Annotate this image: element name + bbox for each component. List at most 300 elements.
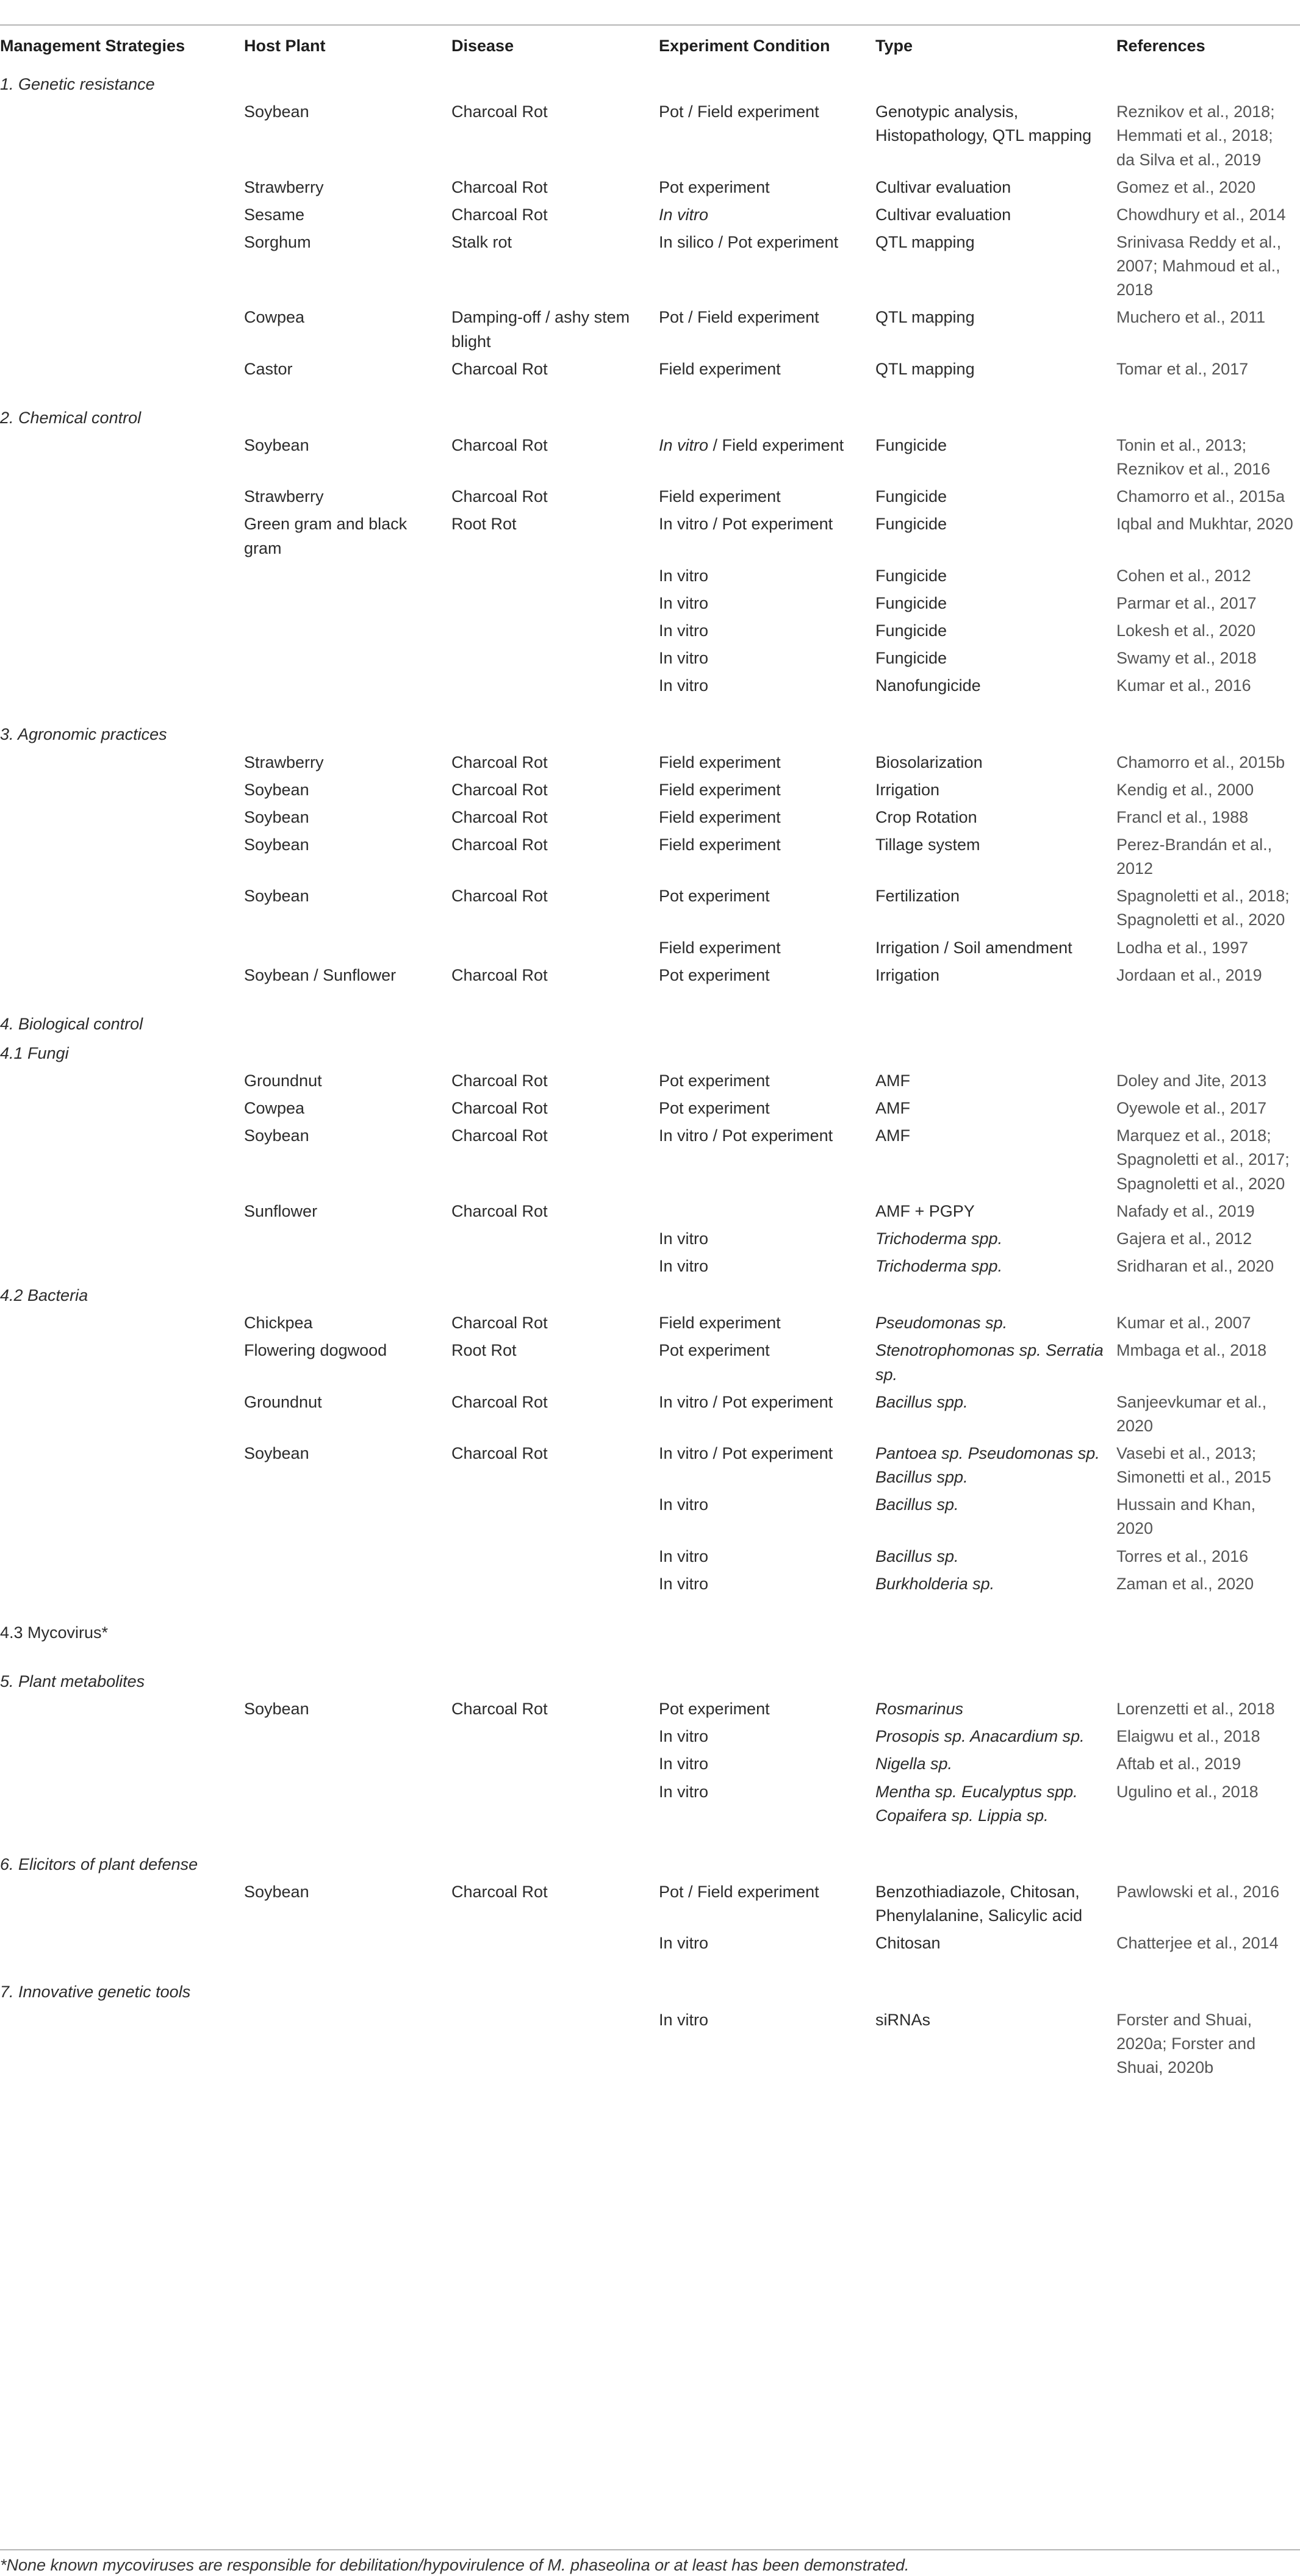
strategy-cell [0, 98, 244, 173]
strategy-cell [0, 1695, 244, 1723]
strategy-cell [0, 201, 244, 229]
type-cell: Pantoea sp. Pseudomonas sp. Bacillus spp. [875, 1444, 1100, 1487]
section-label: 4.1 Fungi [0, 1043, 69, 1062]
table-row [0, 1491, 1300, 1542]
disease-cell: Stalk rot [451, 232, 512, 251]
host-cell: Soybean [244, 835, 309, 854]
cond-cell: In vitro [659, 2010, 709, 2029]
empty-cell [875, 1957, 1116, 2006]
table-row [0, 672, 1300, 699]
type-cell: Trichoderma spp. [875, 1257, 1003, 1276]
disease-cell: Charcoal Rot [451, 1314, 548, 1333]
cond-cell: In vitro [659, 1547, 709, 1565]
cond-cell: In vitro / Pot experiment [659, 515, 833, 534]
empty-cell [875, 989, 1116, 1038]
cond-cell: Pot experiment [659, 1700, 770, 1719]
host-cell [244, 1750, 451, 1778]
cond-cell [659, 1198, 875, 1225]
table-row [0, 1198, 1300, 1225]
type-cell: AMF + PGPY [875, 1201, 975, 1220]
empty-cell [244, 1830, 451, 1878]
table-row [0, 229, 1300, 304]
refs-cell: Doley and Jite, 2013 [1116, 1072, 1267, 1090]
refs-cell: Marquez et al., 2018; Spagnoletti et al., 2017; Spagnoletti et al., 2020 [1116, 1126, 1290, 1193]
table-row [0, 1309, 1300, 1337]
cond-cell: Pot experiment [659, 1099, 770, 1118]
cond-cell: In silico / Pot experiment [659, 232, 839, 251]
table-row [0, 1723, 1300, 1750]
refs-cell: Gomez et al., 2020 [1116, 177, 1256, 196]
empty-cell [659, 383, 875, 432]
strategy-cell [0, 1198, 244, 1225]
refs-cell: Lokesh et al., 2020 [1116, 621, 1256, 640]
disease-cell [451, 1225, 659, 1253]
table-row [0, 1543, 1300, 1570]
strategy-cell [0, 432, 244, 483]
strategy-cell [0, 562, 244, 590]
refs-cell: Parmar et al., 2017 [1116, 593, 1257, 612]
disease-cell: Charcoal Rot [451, 1099, 548, 1118]
col-header-strategies: Management Strategies [0, 37, 185, 55]
table-row [0, 174, 1300, 201]
refs-cell: Sanjeevkumar et al., 2020 [1116, 1392, 1267, 1435]
cond-cell: In vitro [659, 1727, 709, 1746]
host-cell: Soybean [244, 807, 309, 826]
refs-cell: Jordaan et al., 2019 [1116, 965, 1262, 984]
table-row [0, 882, 1300, 934]
empty-cell [875, 1647, 1116, 1695]
strategy-cell [0, 1095, 244, 1122]
refs-cell: Forster and Shuai, 2020a; Forster and Shuai, 2020b [1116, 2010, 1256, 2077]
table-row [0, 1122, 1300, 1197]
host-cell [244, 672, 451, 699]
disease-cell: Charcoal Rot [451, 177, 548, 196]
refs-cell: Gajera et al., 2012 [1116, 1229, 1252, 1248]
refs-cell: Torres et al., 2016 [1116, 1547, 1249, 1565]
empty-cell [1116, 1830, 1300, 1878]
refs-cell: Mmbaga et al., 2018 [1116, 1341, 1267, 1360]
table-row [0, 1095, 1300, 1122]
col-header-host: Host Plant [244, 37, 326, 55]
type-cell: Mentha sp. Eucalyptus spp. Copaifera sp. Lippia sp. [875, 1782, 1078, 1825]
disease-cell [451, 645, 659, 672]
disease-cell: Charcoal Rot [451, 205, 548, 224]
empty-cell [244, 1038, 451, 1067]
refs-cell: Chatterjee et al., 2014 [1116, 1934, 1279, 1953]
cond-cell: Pot / Field experiment [659, 308, 819, 327]
type-cell: Fungicide [875, 649, 947, 668]
host-cell: Soybean [244, 780, 309, 799]
empty-cell [1116, 699, 1300, 748]
empty-cell [659, 1957, 875, 2006]
strategy-cell [0, 804, 244, 831]
refs-cell: Chowdhury et al., 2014 [1116, 205, 1286, 224]
empty-cell [659, 1280, 875, 1309]
table-row [0, 776, 1300, 804]
strategy-cell [0, 672, 244, 699]
type-cell: Cultivar evaluation [875, 205, 1011, 224]
refs-cell: Elaigwu et al., 2018 [1116, 1727, 1260, 1746]
type-cell: Tillage system [875, 835, 980, 854]
col-header-type: Type [875, 37, 913, 55]
section-label: 2. Chemical control [0, 408, 142, 427]
section-row [0, 1038, 1300, 1067]
refs-cell: Lodha et al., 1997 [1116, 938, 1249, 957]
strategy-cell [0, 510, 244, 562]
empty-cell [244, 64, 451, 98]
table-row [0, 2006, 1300, 2081]
empty-cell [1116, 1038, 1300, 1067]
section-label: 3. Agronomic practices [0, 725, 167, 744]
type-cell: Fertilization [875, 887, 960, 906]
empty-cell [244, 699, 451, 748]
refs-cell: Spagnoletti et al., 2018; Spagnoletti et al., 2020 [1116, 887, 1290, 929]
table-row [0, 1337, 1300, 1388]
host-cell [244, 1253, 451, 1280]
type-cell: Chitosan [875, 1934, 941, 1953]
empty-cell [244, 1280, 451, 1309]
section-row [0, 383, 1300, 432]
disease-cell: Damping-off / ashy stem blight [451, 308, 630, 351]
strategy-cell [0, 962, 244, 989]
empty-cell [1116, 989, 1300, 1038]
strategy-cell [0, 1440, 244, 1491]
disease-cell: Charcoal Rot [451, 807, 548, 826]
host-cell: Cowpea [244, 1099, 305, 1118]
refs-cell: Kumar et al., 2007 [1116, 1314, 1251, 1333]
empty-cell [875, 1038, 1116, 1067]
empty-cell [451, 64, 659, 98]
section-row [0, 1280, 1300, 1309]
cond-cell: Field experiment [659, 938, 781, 957]
disease-cell: Charcoal Rot [451, 435, 548, 454]
host-cell: Sorghum [244, 232, 311, 251]
disease-cell: Charcoal Rot [451, 965, 548, 984]
section-row [0, 1957, 1300, 2006]
condition-rest-part: / Field experiment [708, 435, 844, 454]
section-label: 7. Innovative genetic tools [0, 1983, 191, 2002]
empty-cell [1116, 1280, 1300, 1309]
empty-cell [244, 383, 451, 432]
disease-cell [451, 1543, 659, 1570]
empty-cell [875, 64, 1116, 98]
host-cell: Strawberry [244, 753, 324, 771]
disease-cell [451, 590, 659, 617]
strategy-cell [0, 1491, 244, 1542]
table-row [0, 356, 1300, 383]
table-row [0, 432, 1300, 483]
host-cell: Soybean [244, 1126, 309, 1145]
empty-cell [451, 1647, 659, 1695]
type-cell: Bacillus sp. [875, 1547, 959, 1565]
refs-cell: Iqbal and Mukhtar, 2020 [1116, 515, 1293, 534]
strategy-cell [0, 776, 244, 804]
host-cell [244, 1491, 451, 1542]
cond-cell: Field experiment [659, 487, 781, 506]
table-row [0, 304, 1300, 355]
table-row [0, 1750, 1300, 1778]
empty-cell [875, 383, 1116, 432]
empty-cell [1116, 64, 1300, 98]
empty-cell [659, 1830, 875, 1878]
col-header-disease: Disease [451, 37, 514, 55]
table-row [0, 1225, 1300, 1253]
refs-cell: Aftab et al., 2019 [1116, 1755, 1241, 1773]
host-cell: Chickpea [244, 1314, 313, 1333]
table-row [0, 962, 1300, 989]
type-cell: Nanofungicide [875, 676, 981, 695]
type-cell: Irrigation / Soil amendment [875, 938, 1072, 957]
disease-cell: Root Rot [451, 1341, 517, 1360]
cond-cell: In vitro / Pot experiment [659, 1444, 833, 1463]
section-label: 4.2 Bacteria [0, 1286, 88, 1305]
disease-cell: Charcoal Rot [451, 887, 548, 906]
type-cell: Benzothiadiazole, Chitosan, Phenylalanine, Salicylic acid [875, 1883, 1083, 1925]
disease-cell [451, 1778, 659, 1830]
refs-cell: Perez-Brandán et al., 2012 [1116, 835, 1273, 878]
type-cell: siRNAs [875, 2010, 931, 2029]
disease-cell: Root Rot [451, 515, 517, 534]
cond-cell: In vitro [659, 621, 709, 640]
disease-cell [451, 672, 659, 699]
refs-cell: Ugulino et al., 2018 [1116, 1782, 1259, 1801]
empty-cell [244, 1598, 451, 1647]
cond-cell: Field experiment [659, 835, 781, 854]
cond-cell: Pot / Field experiment [659, 1883, 819, 1901]
col-header-references: References [1116, 37, 1205, 55]
cond-cell: In vitro [659, 1755, 709, 1773]
refs-cell: Reznikov et al., 2018; Hemmati et al., 2018; da Silva et al., 2019 [1116, 102, 1275, 169]
host-cell: Castor [244, 359, 293, 378]
table-row [0, 1930, 1300, 1957]
cond-cell: In vitro [659, 1782, 709, 1801]
section-label: 4. Biological control [0, 1014, 143, 1033]
type-cell: Nigella sp. [875, 1755, 953, 1773]
disease-cell [451, 934, 659, 962]
empty-cell [451, 1598, 659, 1647]
type-cell: AMF [875, 1126, 910, 1145]
type-cell: Rosmarinus [875, 1700, 964, 1719]
header-row [0, 26, 1300, 64]
refs-cell: Chamorro et al., 2015b [1116, 753, 1285, 771]
strategy-cell [0, 483, 244, 510]
strategy-cell [0, 1930, 244, 1957]
table-row [0, 1389, 1300, 1440]
empty-cell [659, 699, 875, 748]
host-cell: Strawberry [244, 177, 324, 196]
empty-cell [1116, 383, 1300, 432]
disease-cell: Charcoal Rot [451, 487, 548, 506]
refs-cell: Cohen et al., 2012 [1116, 566, 1251, 585]
disease-cell [451, 1723, 659, 1750]
disease-cell: Charcoal Rot [451, 1700, 548, 1719]
management-strategies-table [0, 26, 1300, 2081]
disease-cell: Charcoal Rot [451, 835, 548, 854]
type-cell: QTL mapping [875, 232, 975, 251]
host-cell: Soybean [244, 435, 309, 454]
host-cell: Groundnut [244, 1392, 322, 1411]
type-cell: Fungicide [875, 621, 947, 640]
type-cell: Bacillus sp. [875, 1495, 959, 1514]
condition-italic-part: In vitro [659, 435, 709, 454]
section-row [0, 64, 1300, 98]
host-cell: Groundnut [244, 1072, 322, 1090]
disease-cell [451, 1491, 659, 1542]
disease-cell: Charcoal Rot [451, 1126, 548, 1145]
table-row [0, 1570, 1300, 1598]
empty-cell [1116, 1647, 1300, 1695]
cond-cell: In vitro [659, 566, 709, 585]
cond-cell: Pot experiment [659, 177, 770, 196]
disease-cell [451, 1930, 659, 1957]
refs-cell: Kumar et al., 2016 [1116, 676, 1251, 695]
refs-cell: Muchero et al., 2011 [1116, 308, 1266, 327]
strategy-cell [0, 590, 244, 617]
strategy-cell [0, 1067, 244, 1095]
refs-cell: Francl et al., 1988 [1116, 807, 1249, 826]
type-cell: Fungicide [875, 566, 947, 585]
cond-cell: Field experiment [659, 359, 781, 378]
type-cell: Biosolarization [875, 753, 983, 771]
section-row [0, 989, 1300, 1038]
strategy-cell [0, 1309, 244, 1337]
table-row [0, 98, 1300, 173]
empty-cell [659, 1038, 875, 1067]
cond-cell: In vitro [659, 1229, 709, 1248]
empty-cell [659, 989, 875, 1038]
refs-cell: Srinivasa Reddy et al., 2007; Mahmoud et al., 2018 [1116, 232, 1282, 299]
cond-cell: Field experiment [659, 780, 781, 799]
cond-cell: In vitro [659, 1495, 709, 1514]
host-cell [244, 1225, 451, 1253]
section-row [0, 1830, 1300, 1878]
table-row [0, 749, 1300, 776]
strategy-cell [0, 617, 244, 645]
section-row [0, 1647, 1300, 1695]
host-cell [244, 1778, 451, 1830]
host-cell [244, 2006, 451, 2081]
type-cell: Irrigation [875, 965, 940, 984]
host-cell [244, 617, 451, 645]
type-cell: Crop Rotation [875, 807, 977, 826]
empty-cell [875, 1598, 1116, 1647]
host-cell: Soybean [244, 1444, 309, 1463]
strategy-cell [0, 304, 244, 355]
host-cell: Soybean [244, 887, 309, 906]
cond-cell: Pot experiment [659, 965, 770, 984]
refs-cell: Hussain and Khan, 2020 [1116, 1495, 1256, 1538]
cond-cell: Pot experiment [659, 1072, 770, 1090]
disease-cell: Charcoal Rot [451, 753, 548, 771]
refs-cell: Swamy et al., 2018 [1116, 649, 1257, 668]
table-row [0, 1440, 1300, 1491]
cond-cell: In vitro [659, 676, 709, 695]
strategy-cell [0, 174, 244, 201]
section-row [0, 699, 1300, 748]
refs-cell: Oyewole et al., 2017 [1116, 1099, 1267, 1118]
refs-cell: Kendig et al., 2000 [1116, 780, 1254, 799]
table-row [0, 1695, 1300, 1723]
empty-cell [875, 1830, 1116, 1878]
host-cell: Cowpea [244, 308, 305, 327]
host-cell [244, 1723, 451, 1750]
type-cell: Irrigation [875, 780, 940, 799]
strategy-cell [0, 2006, 244, 2081]
empty-cell [451, 1830, 659, 1878]
cond-cell: Field experiment [659, 1314, 781, 1333]
empty-cell [244, 1957, 451, 2006]
type-cell: AMF [875, 1099, 910, 1118]
bottom-rule [0, 2549, 1300, 2550]
cond-cell: Field experiment [659, 753, 781, 771]
disease-cell: Charcoal Rot [451, 102, 548, 121]
type-cell: QTL mapping [875, 308, 975, 327]
cond-cell: In vitro [659, 205, 709, 224]
empty-cell [1116, 1598, 1300, 1647]
type-cell: Fungicide [875, 435, 947, 454]
host-cell [244, 1570, 451, 1598]
host-cell [244, 1930, 451, 1957]
empty-cell [1116, 1957, 1300, 2006]
section-label: 6. Elicitors of plant defense [0, 1855, 198, 1873]
disease-cell: Charcoal Rot [451, 359, 548, 378]
disease-cell: Charcoal Rot [451, 1392, 548, 1411]
type-cell: Prosopis sp. Anacardium sp. [875, 1727, 1085, 1746]
cond-cell: In vitro / Pot experiment [659, 1126, 833, 1145]
strategy-cell [0, 831, 244, 882]
table-row [0, 1778, 1300, 1830]
strategy-cell [0, 229, 244, 304]
strategy-cell [0, 1253, 244, 1280]
type-cell: Bacillus spp. [875, 1392, 968, 1411]
table-body [0, 64, 1300, 2081]
cond-cell: In vitro [659, 1934, 709, 1953]
host-cell: Soybean [244, 102, 309, 121]
section-label: 4.3 Mycovirus* [0, 1623, 109, 1642]
host-cell [244, 590, 451, 617]
strategy-cell [0, 1225, 244, 1253]
empty-cell [659, 64, 875, 98]
type-cell: Fungicide [875, 487, 947, 506]
host-cell [244, 645, 451, 672]
strategy-cell [0, 645, 244, 672]
host-cell: Soybean [244, 1700, 309, 1719]
cond-cell [659, 432, 875, 483]
strategy-cell [0, 356, 244, 383]
table-row [0, 1878, 1300, 1930]
empty-cell [875, 1280, 1116, 1309]
host-cell [244, 562, 451, 590]
cond-cell: In vitro [659, 593, 709, 612]
empty-cell [244, 1647, 451, 1695]
strategy-cell [0, 1750, 244, 1778]
cond-cell: Pot experiment [659, 887, 770, 906]
strategy-cell [0, 749, 244, 776]
strategy-cell [0, 934, 244, 962]
empty-cell [451, 699, 659, 748]
refs-cell: Pawlowski et al., 2016 [1116, 1883, 1280, 1901]
host-cell [244, 1543, 451, 1570]
table-row [0, 483, 1300, 510]
strategy-cell [0, 882, 244, 934]
host-cell: Soybean / Sunflower [244, 965, 397, 984]
cond-cell: In vitro [659, 1574, 709, 1593]
refs-cell: Sridharan et al., 2020 [1116, 1257, 1274, 1276]
empty-cell [875, 699, 1116, 748]
type-cell: Cultivar evaluation [875, 177, 1011, 196]
disease-cell [451, 1750, 659, 1778]
empty-cell [659, 1598, 875, 1647]
